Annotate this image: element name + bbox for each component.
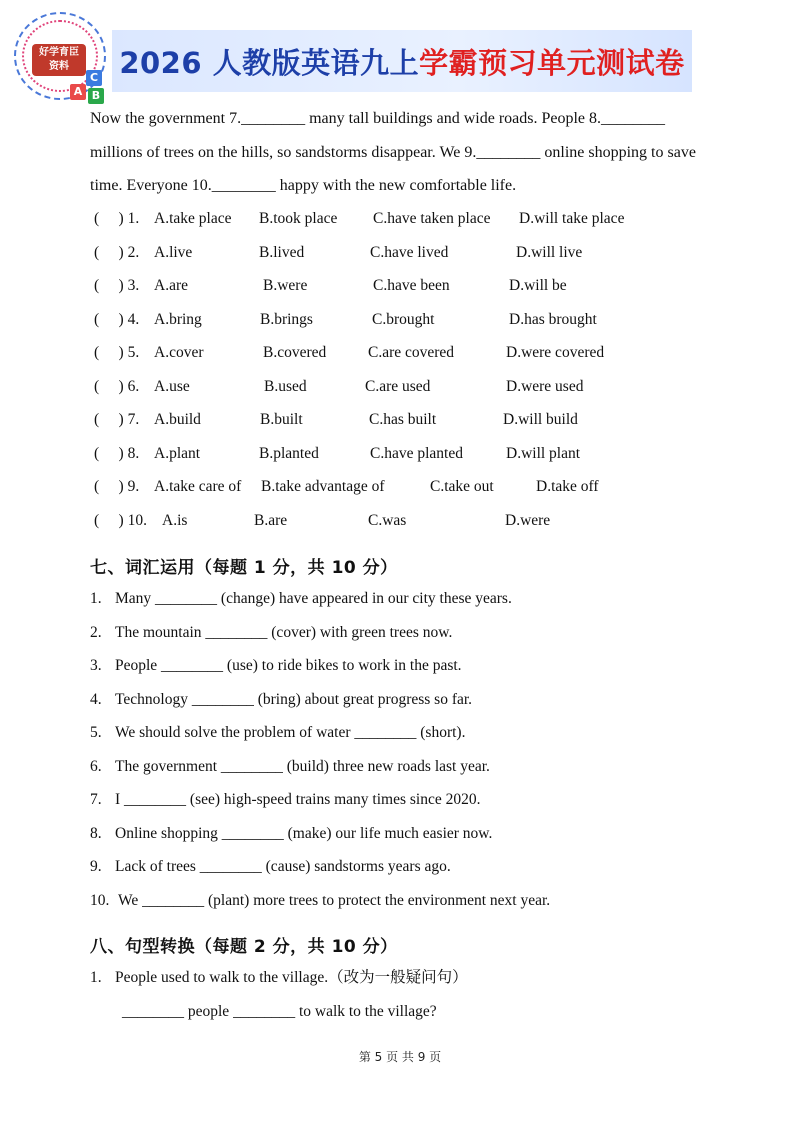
choice-number: ( ) 6. <box>94 377 140 395</box>
question-text: People used to walk to the village.（改为一般疑问句） <box>115 969 468 986</box>
choice-number: ( ) 8. <box>94 444 140 462</box>
option-a: A.bring <box>154 310 202 328</box>
choice-number: ( ) 2. <box>94 243 140 261</box>
option-d: D.take off <box>536 478 599 495</box>
option-b: B.planted <box>259 444 319 462</box>
choice-number: ( ) 3. <box>94 277 140 294</box>
question-number: 5. <box>90 724 102 741</box>
option-a: A.is <box>162 511 188 529</box>
question-row <box>90 649 750 683</box>
choice-number: ( ) 5. <box>94 344 140 361</box>
question-row <box>90 750 750 784</box>
option-b: B.took place <box>259 210 338 227</box>
option-d: D.were used <box>506 377 584 395</box>
question-text: The mountain ________ (cover) with green trees now. <box>115 623 453 641</box>
answer-line: ________ people ________ to walk to the village? <box>122 1002 437 1020</box>
question-text: Lack of trees ________ (cause) sandstorms years ago. <box>115 858 451 875</box>
question-number: 8. <box>90 824 102 842</box>
logo <box>14 12 110 104</box>
option-b: B.built <box>260 411 303 428</box>
question-row <box>90 716 750 750</box>
option-d: D.will build <box>503 411 578 428</box>
option-a: A.cover <box>154 344 204 361</box>
choice-row <box>94 269 754 303</box>
option-b: B.covered <box>263 344 327 361</box>
question-number: 4. <box>90 690 102 708</box>
option-d: D.will be <box>509 277 567 294</box>
logo-block-c: C <box>86 70 102 86</box>
question-text: Online shopping ________ (make) our life much easier now. <box>115 824 493 842</box>
choice-row <box>94 504 754 538</box>
question-row <box>90 616 750 650</box>
option-c: C.take out <box>430 478 494 495</box>
choice-number: ( ) 7. <box>94 411 140 428</box>
option-d: D.were <box>505 511 551 529</box>
question-row <box>90 817 750 851</box>
choice-row <box>94 236 754 270</box>
title-part1: 2026 人教版英语九上 <box>119 45 420 80</box>
section-7-list <box>90 582 750 917</box>
logo-block-b: B <box>88 88 104 104</box>
question-text: The government ________ (build) three new roads last year. <box>115 757 490 775</box>
option-c: C.have lived <box>370 243 449 261</box>
passage-line: millions of trees on the hills, so sandstorms disappear. We 9.________ online shopping to save <box>90 143 696 161</box>
option-b: B.lived <box>259 243 305 261</box>
page-number: 第 5 页 共 9 页 <box>358 1050 442 1064</box>
choice-number: ( ) 9. <box>94 478 140 495</box>
question-number: 10. <box>90 891 110 909</box>
option-c: C.have planted <box>370 444 463 462</box>
question-text: We should solve the problem of water ________ (short). <box>115 724 466 741</box>
question-text: I ________ (see) high-speed trains many times since 2020. <box>115 791 481 808</box>
option-a: A.use <box>154 377 190 395</box>
question-number: 6. <box>90 757 102 775</box>
option-c: C.brought <box>372 310 435 328</box>
logo-text-line2: 资料 <box>49 61 69 72</box>
option-c: C.are covered <box>368 344 455 361</box>
question-row <box>90 683 750 717</box>
option-c: C.was <box>368 511 407 529</box>
option-d: D.has brought <box>509 310 597 328</box>
option-d: D.will live <box>516 243 583 261</box>
option-b: B.were <box>263 277 308 294</box>
choice-number: ( ) 1. <box>94 210 140 227</box>
option-a: A.are <box>154 277 188 294</box>
choice-number: ( ) 10. <box>94 511 147 529</box>
question-row <box>90 961 750 995</box>
question-text: We ________ (plant) more trees to protect the environment next year. <box>118 891 551 909</box>
logo-block-a: A <box>70 84 86 100</box>
choice-row <box>94 370 754 404</box>
question-row <box>90 783 750 817</box>
option-c: C.have been <box>373 277 450 294</box>
question-text: Many ________ (change) have appeared in our city these years. <box>115 590 512 607</box>
choice-row <box>94 202 754 236</box>
option-a: A.take care of <box>154 478 242 495</box>
option-b: B.take advantage of <box>261 478 385 495</box>
choice-number: ( ) 4. <box>94 310 140 328</box>
option-c: C.are used <box>365 377 431 395</box>
option-a: A.build <box>154 411 201 428</box>
question-number: 2. <box>90 623 102 641</box>
choice-row <box>94 437 754 471</box>
question-row <box>90 850 750 884</box>
option-b: B.brings <box>260 310 313 328</box>
question-row <box>90 582 750 616</box>
option-d: D.will plant <box>506 444 581 462</box>
title-banner <box>112 30 692 92</box>
question-number: 3. <box>90 657 102 674</box>
choice-row <box>94 336 754 370</box>
question-number: 9. <box>90 858 102 875</box>
option-d: D.will take place <box>519 210 625 227</box>
option-d: D.were covered <box>506 344 605 361</box>
section-7-title: 七、词汇运用（每题 1 分，共 10 分） <box>90 558 398 578</box>
question-text: People ________ (use) to ride bikes to work in the past. <box>115 657 462 674</box>
option-a: A.take place <box>154 210 232 227</box>
question-number: 1. <box>90 590 102 607</box>
passage <box>90 102 730 203</box>
question-number: 1. <box>90 969 102 986</box>
passage-line: time. Everyone 10.________ happy with the new comfortable life. <box>90 177 517 194</box>
passage-line: Now the government 7.________ many tall buildings and wide roads. People 8.________ <box>90 110 666 127</box>
option-b: B.are <box>254 511 288 529</box>
answer-row <box>90 995 750 1029</box>
question-text: Technology ________ (bring) about great progress so far. <box>115 690 473 708</box>
option-c: C.has built <box>369 411 437 428</box>
option-c: C.have taken place <box>373 210 491 227</box>
section-8-title: 八、句型转换（每题 2 分，共 10 分） <box>90 937 398 957</box>
choice-row <box>94 470 754 504</box>
option-a: A.live <box>154 243 193 261</box>
choice-row <box>94 303 754 337</box>
choice-list <box>94 202 754 537</box>
option-a: A.plant <box>154 444 201 462</box>
section-8-list <box>90 961 750 1028</box>
choice-row <box>94 403 754 437</box>
option-b: B.used <box>264 377 307 395</box>
title-part2: 学霸预习单元测试卷 <box>419 45 685 80</box>
logo-text-line1: 好学育臣 <box>39 47 79 58</box>
question-number: 7. <box>90 791 102 808</box>
question-row <box>90 884 750 918</box>
